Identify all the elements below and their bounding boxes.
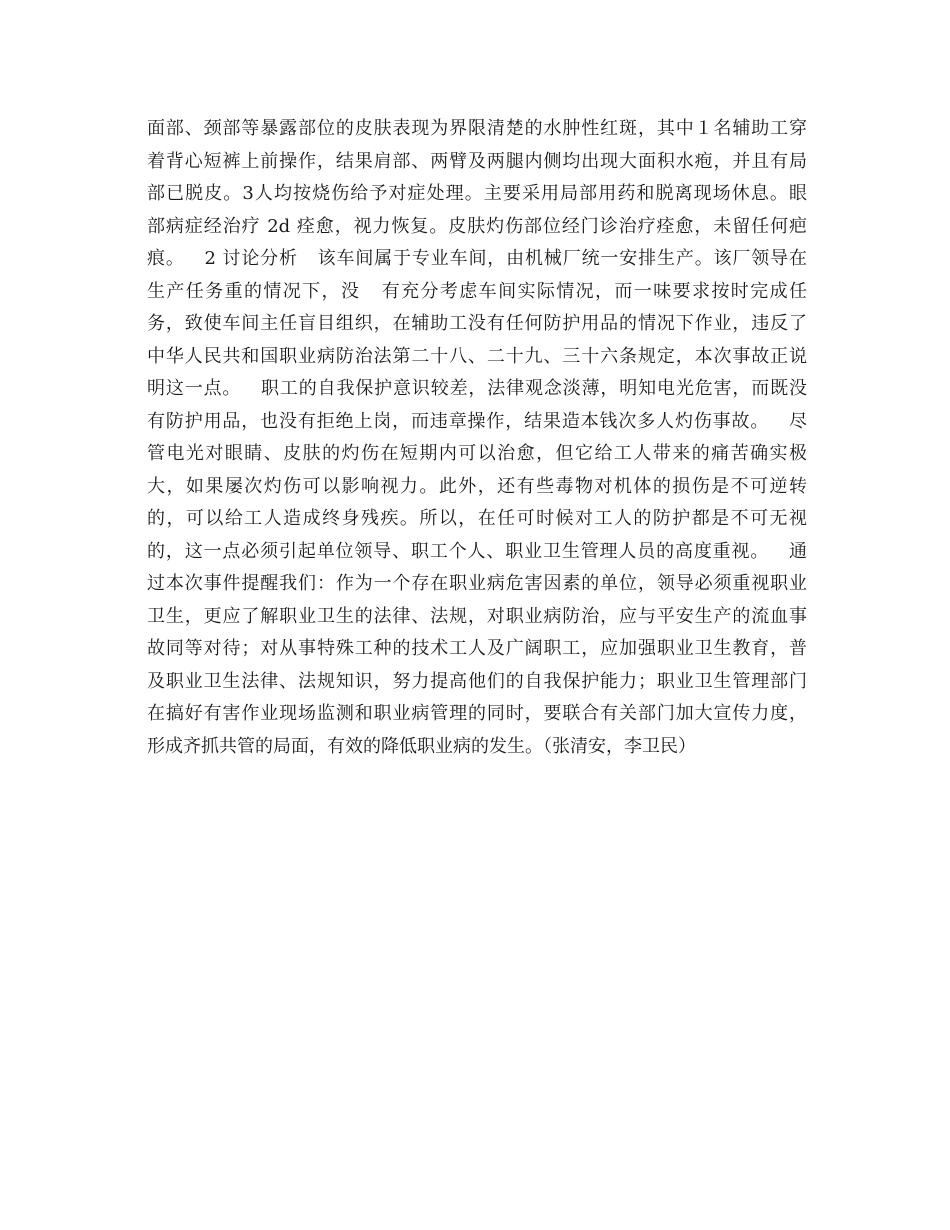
- text-line: 的，可以给工人造成终身残疾。所以，在任可时候对工人的防护都是不可无视: [147, 508, 807, 529]
- text-line: 过本次事件提醒我们：作为一个存在职业病危害因素的单位，领导必须重视职业: [147, 573, 807, 594]
- text-line: 故同等对待；对从事特殊工种的技术工人及广阔职工，应加强职业卫生教育，普: [147, 638, 807, 659]
- text-line: 面部、颈部等暴露部位的皮肤表现为界限清楚的水肿性红斑，其中１名辅助工穿: [147, 118, 807, 139]
- text-line: 着背心短裤上前操作，结果肩部、两臂及两腿内侧均出现大面积水疱，并且有局: [147, 150, 807, 172]
- article-body: [147, 113, 807, 763]
- text-line: 中华人民共和国职业病防治法第二十八、二十九、三十六条规定，本次事故正说: [147, 345, 807, 367]
- text-line: 务，致使车间主任盲目组织，在辅助工没有任何防护用品的情况下作业，违反了: [147, 313, 807, 334]
- text-line: 在搞好有害作业现场监测和职业病管理的同时，要联合有关部门加大宣传力度，: [147, 703, 807, 724]
- text-line: 的，这一点必须引起单位领导、职工个人、职业卫生管理人员的高度重视。 通: [147, 540, 807, 562]
- text-line-last: 形成齐抓共管的局面，有效的降低职业病的发生。（张清安，李卫民）: [147, 735, 696, 757]
- text-line: 痕。 2 讨论分析 该车间属于专业车间，由机械厂统一安排生产。该厂领导在: [147, 248, 807, 269]
- text-line: 部已脱皮。3人均按烧伤给予对症处理。主要采用局部用药和脱离现场休息。眼: [147, 183, 807, 204]
- text-line: 生产任务重的情况下，没 有充分考虑车间实际情况，而一味要求按时完成任: [147, 280, 807, 302]
- text-line: 及职业卫生法律、法规知识，努力提高他们的自我保护能力；职业卫生管理部门: [147, 670, 807, 692]
- text-line: 明这一点。 职工的自我保护意识较差，法律观念淡薄，明知电光危害，而既没: [147, 378, 807, 399]
- text-line: 有防护用品，也没有拒绝上岗，而违章操作，结果造本钱次多人灼伤事故。 尽: [147, 410, 807, 432]
- text-line: 大，如果屡次灼伤可以影响视力。此外，还有些毒物对机体的损伤是不可逆转: [147, 475, 807, 497]
- text-line: 卫生，更应了解职业卫生的法律、法规，对职业病防治，应与平安生产的流血事: [147, 605, 807, 627]
- text-line: 部病症经治疗 2d 痊愈，视力恢复。皮肤灼伤部位经门诊治疗痊愈，未留任何疤: [147, 215, 807, 237]
- text-line: 管电光对眼睛、皮肤的灼伤在短期内可以治愈，但它给工人带来的痛苦确实极: [147, 443, 807, 464]
